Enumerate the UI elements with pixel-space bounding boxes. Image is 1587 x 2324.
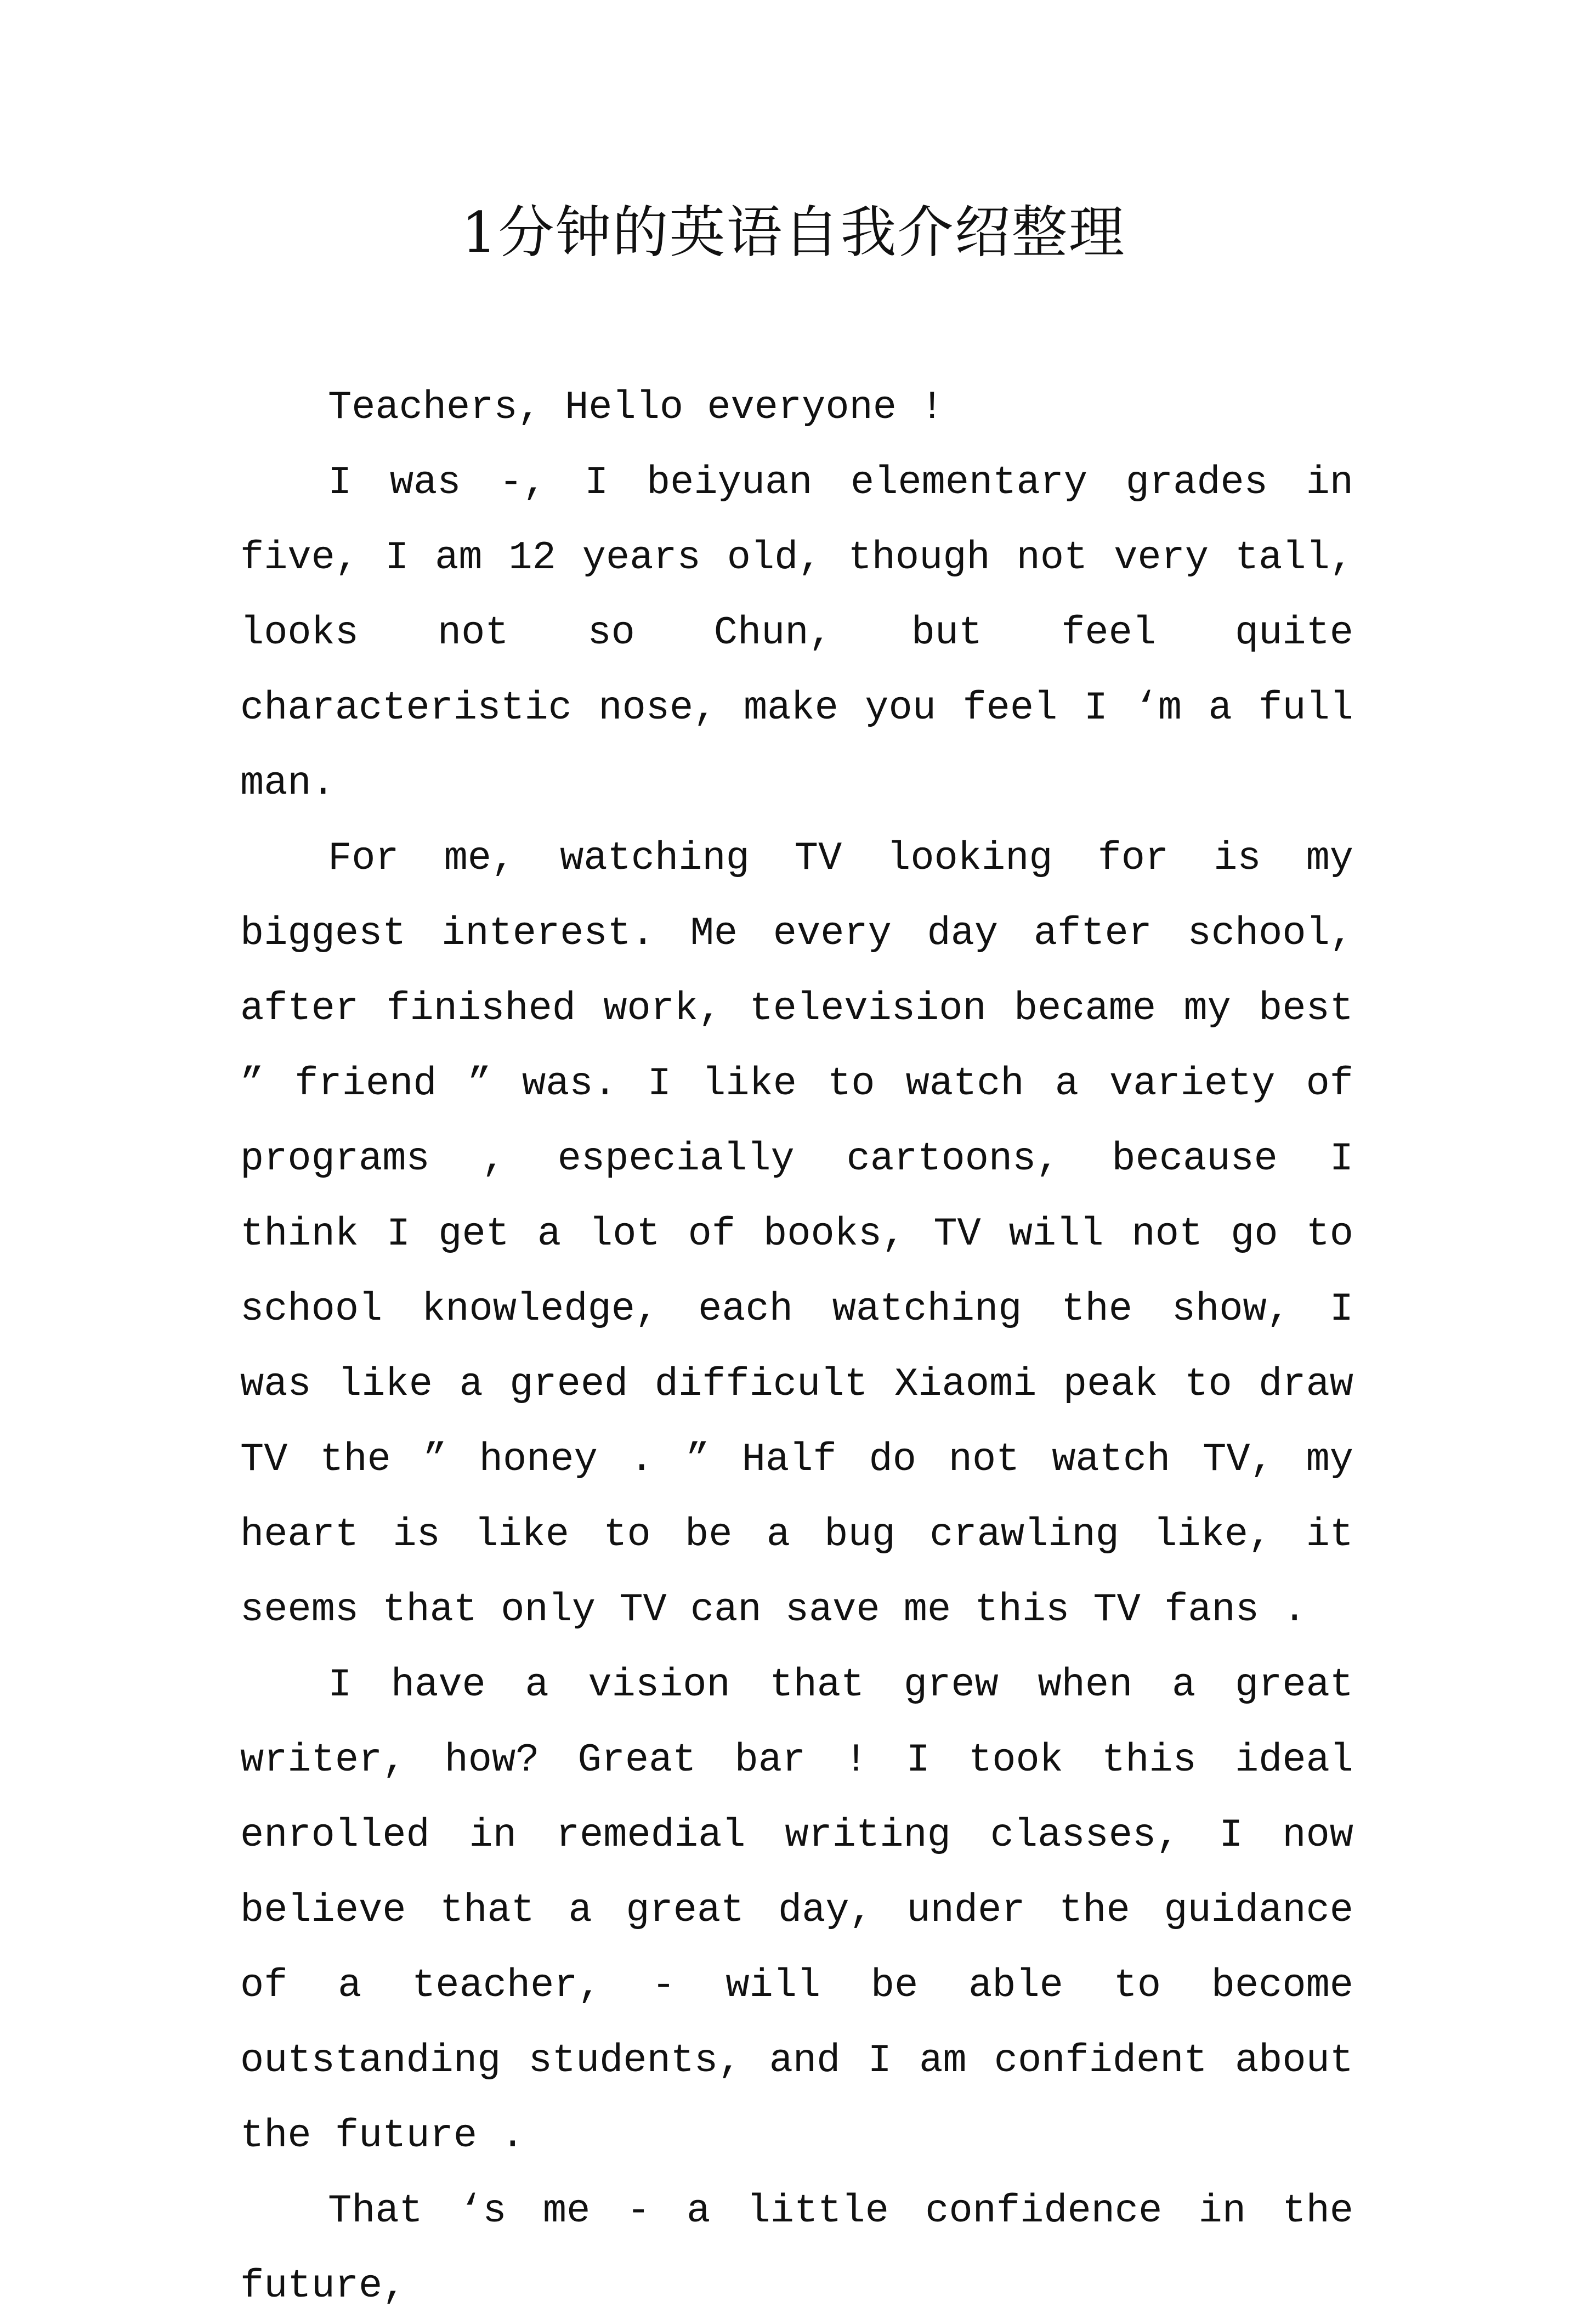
document-title: 1分钟的英语自我介绍整理: [461, 200, 1126, 265]
document-body: [240, 370, 1353, 2324]
paragraph-closing: That ‘s me - a little confidence in the future,: [240, 2189, 1353, 2309]
paragraph-interest: For me, watching TV looking for is my biggest interest. Me every day after school, after finished work, television became my best ” friend ” was. I like to watch a variety of programs , especially cartoons, because I think I get a lot of books, TV will not go to school knowledge, each watching the show, I was like a greed difficult Xiaomi peak to draw TV the ” honey . ” Half do not watch TV, my heart is like to be a bug crawling like, it seems that only TV can save me this TV fans .: [240, 836, 1353, 1632]
paragraph-greeting: Teachers, Hello everyone !: [328, 385, 944, 430]
paragraph-vision: I have a vision that grew when a great writer, how? Great bar ! I took this ideal enrolled in remedial writing classes, I now believe that a great day, under the guidance of a teacher, - will be able to become outstanding students, and I am confident about the future .: [240, 1663, 1353, 2158]
paragraph-introduction: I was -, I beiyuan elementary grades in five, I am 12 years old, though not very tall, looks not so Chun, but feel quite characteristic nose, make you feel I ‘m a full man.: [240, 460, 1353, 806]
